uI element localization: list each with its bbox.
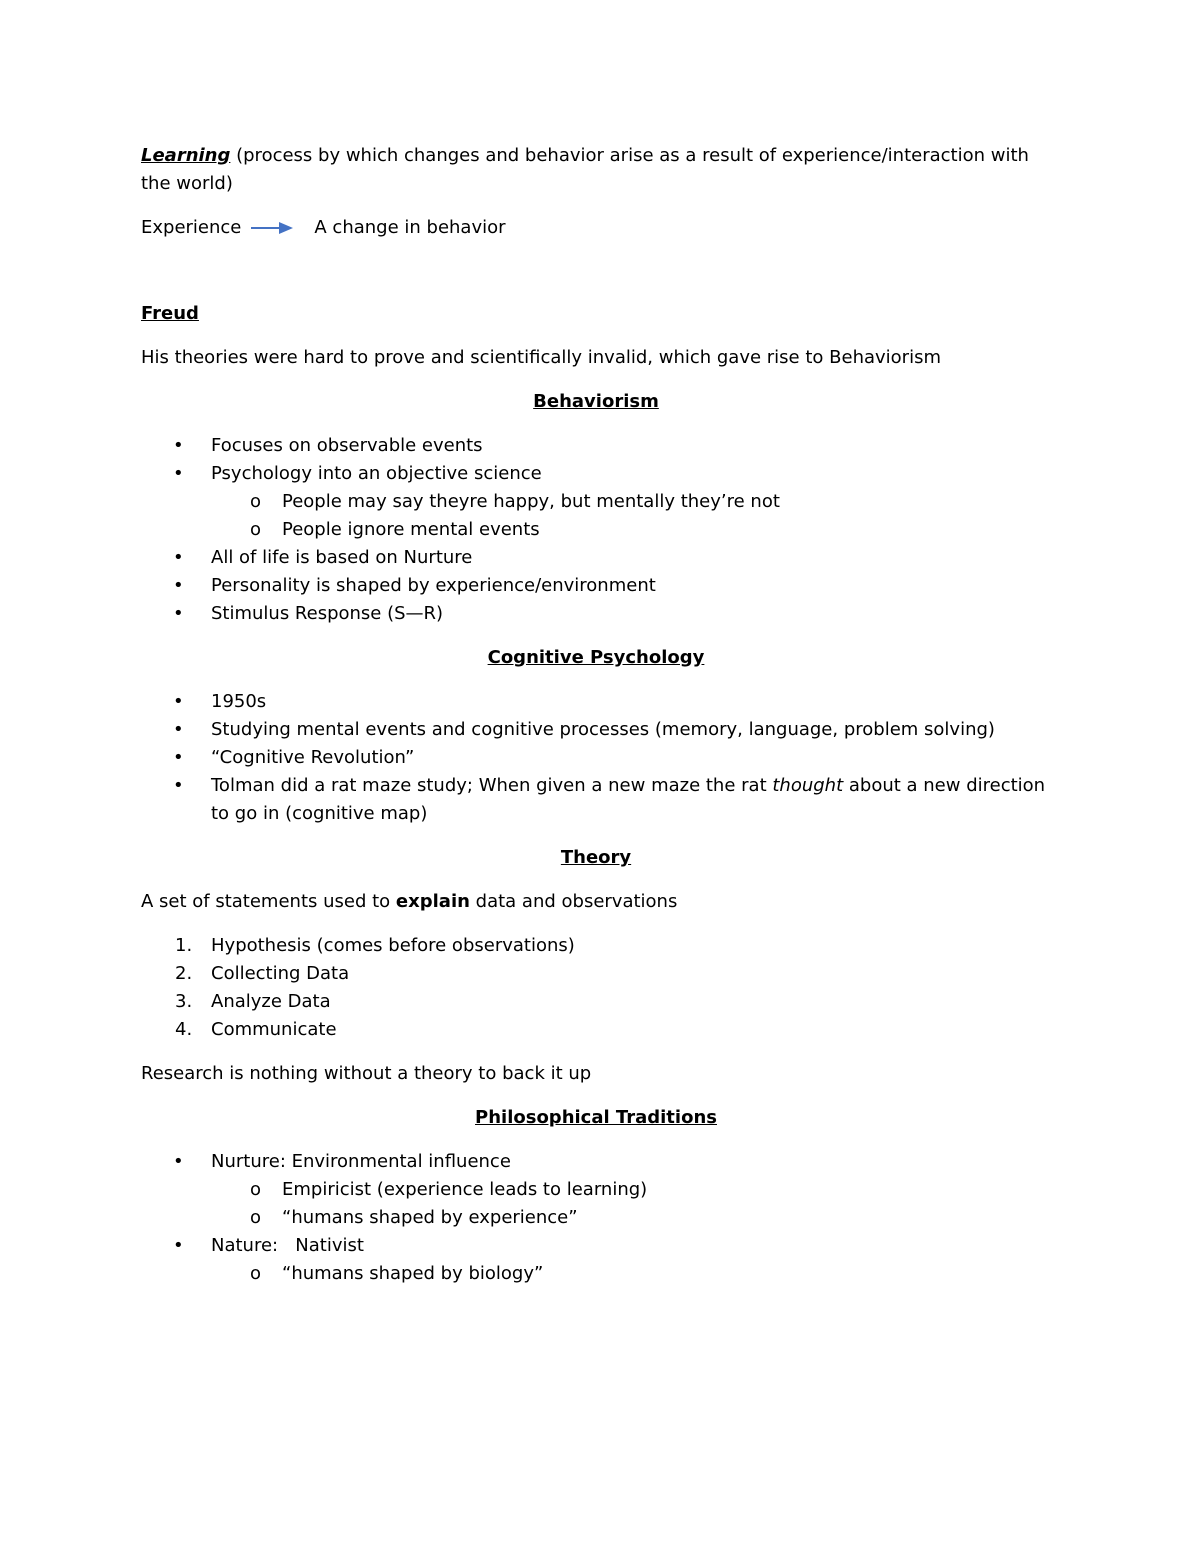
philosophical-list bbox=[141, 1148, 1051, 1288]
step-number: 2. bbox=[175, 963, 193, 984]
step-number: 3. bbox=[175, 991, 193, 1012]
list-item: • “Cognitive Revolution” bbox=[141, 744, 1051, 772]
bullet-icon: • bbox=[173, 547, 184, 568]
list-item: 4. Communicate bbox=[141, 1016, 1051, 1044]
list-subitem: o People may say theyre happy, but mentally they’re not bbox=[141, 488, 1051, 516]
bullet-icon: • bbox=[173, 575, 184, 596]
list-item: • Nurture: Environmental influence bbox=[141, 1148, 1051, 1176]
behaviorism-heading: Behaviorism bbox=[533, 391, 659, 412]
sub-bullet-icon: o bbox=[250, 1263, 262, 1284]
list-subitem: o Empiricist (experience leads to learning) bbox=[141, 1176, 1051, 1204]
freud-heading: Freud bbox=[141, 303, 199, 324]
step-number: 4. bbox=[175, 1019, 193, 1040]
list-item: • Stimulus Response (S—R) bbox=[141, 600, 1051, 628]
sub-bullet-icon: o bbox=[250, 491, 262, 512]
bullet-icon: • bbox=[173, 1235, 184, 1256]
list-item: • Personality is shaped by experience/environment bbox=[141, 572, 1051, 600]
list-item: • Psychology into an objective science bbox=[141, 460, 1051, 488]
list-subitem: o People ignore mental events bbox=[141, 516, 1051, 544]
list-item: • All of life is based on Nurture bbox=[141, 544, 1051, 572]
document-body bbox=[141, 142, 1051, 1288]
bullet-icon: • bbox=[173, 463, 184, 484]
bullet-icon: • bbox=[173, 691, 184, 712]
learning-definition bbox=[141, 142, 1051, 198]
list-subitem: o “humans shaped by experience” bbox=[141, 1204, 1051, 1232]
cognitive-list bbox=[141, 688, 1051, 828]
flow-to: A change in behavior bbox=[314, 217, 506, 238]
bullet-icon: • bbox=[173, 747, 184, 768]
list-item: • 1950s bbox=[141, 688, 1051, 716]
theory-steps bbox=[141, 932, 1051, 1044]
emphasis-thought: thought bbox=[772, 775, 844, 796]
sub-bullet-icon: o bbox=[250, 1179, 262, 1200]
cognitive-heading: Cognitive Psychology bbox=[487, 647, 705, 668]
bullet-icon: • bbox=[173, 775, 184, 796]
list-item: • Tolman did a rat maze study; When given a new maze the rat thought about a new direction to go in (cognitive map) bbox=[141, 772, 1051, 828]
bullet-icon: • bbox=[173, 1151, 184, 1172]
learning-definition-text: (process by which changes and behavior arise as a result of experience/interaction with the world) bbox=[141, 145, 1029, 194]
sub-bullet-icon: o bbox=[250, 519, 262, 540]
list-subitem: o “humans shaped by biology” bbox=[141, 1260, 1051, 1288]
theory-heading: Theory bbox=[560, 847, 632, 868]
learning-term: Learning bbox=[141, 145, 231, 166]
philosophical-heading: Philosophical Traditions bbox=[475, 1107, 717, 1128]
list-item: 1. Hypothesis (comes before observations) bbox=[141, 932, 1051, 960]
list-item: 2. Collecting Data bbox=[141, 960, 1051, 988]
step-number: 1. bbox=[175, 935, 193, 956]
list-item: 3. Analyze Data bbox=[141, 988, 1051, 1016]
behaviorism-list bbox=[141, 432, 1051, 628]
theory-closing: Research is nothing without a theory to back it up bbox=[141, 1063, 592, 1084]
list-item: • Nature: Nativist bbox=[141, 1232, 1051, 1260]
freud-text: His theories were hard to prove and scientifically invalid, which gave rise to Behaviorism bbox=[141, 347, 941, 368]
bullet-icon: • bbox=[173, 603, 184, 624]
theory-intro: A set of statements used to explain data and observations bbox=[141, 891, 678, 912]
right-arrow-icon bbox=[251, 221, 293, 235]
flow-from: Experience bbox=[141, 217, 242, 238]
bullet-icon: • bbox=[173, 719, 184, 740]
experience-flow bbox=[141, 214, 1051, 242]
emphasis-explain: explain bbox=[395, 891, 470, 912]
bullet-icon: • bbox=[173, 435, 184, 456]
list-item: • Focuses on observable events bbox=[141, 432, 1051, 460]
sub-bullet-icon: o bbox=[250, 1207, 262, 1228]
list-item: • Studying mental events and cognitive processes (memory, language, problem solving) bbox=[141, 716, 1051, 744]
